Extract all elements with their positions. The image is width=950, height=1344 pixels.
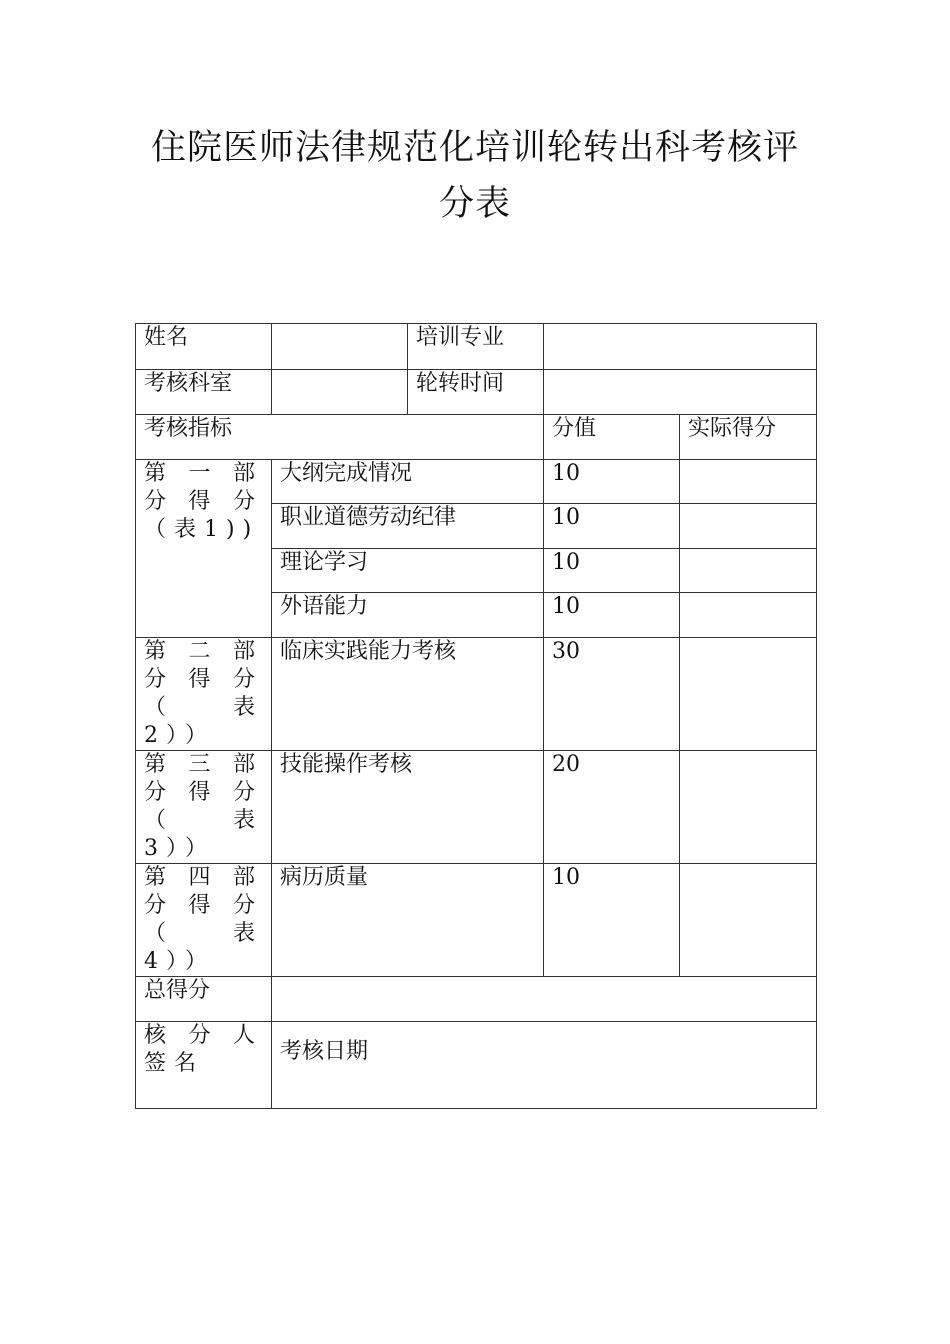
rotation-time-label: 轮转时间: [408, 370, 544, 415]
table-header-row: [136, 415, 817, 460]
actual-score-header: 实际得分: [680, 415, 817, 460]
table-row: [136, 638, 817, 751]
page-title: [100, 120, 850, 232]
item-actual-score[interactable]: [680, 751, 817, 864]
item-name: 理论学习: [272, 549, 544, 593]
dept-field[interactable]: [272, 370, 408, 415]
table-row: [136, 370, 817, 415]
total-label: 总得分: [136, 977, 272, 1022]
table-row: [136, 460, 817, 504]
item-actual-score[interactable]: [680, 638, 817, 751]
item-actual-score[interactable]: [680, 593, 817, 638]
dept-label: 考核科室: [136, 370, 272, 415]
specialty-label: 培训专业: [408, 324, 544, 370]
signer-field[interactable]: [272, 1022, 817, 1109]
indicator-header: 考核指标: [136, 415, 544, 460]
title-line-1: 住院医师法律规范化培训轮转出科考核评: [150, 128, 799, 168]
section-2-label: 第二部分得分（表2））: [136, 638, 272, 751]
table-row: [136, 1022, 817, 1109]
item-name: 职业道德劳动纪律: [272, 504, 544, 549]
section-4-label: 第四部分得分（表4））: [136, 864, 272, 977]
item-actual-score[interactable]: [680, 504, 817, 549]
table-row: [136, 751, 817, 864]
section-3-label: 第三部分得分（表3））: [136, 751, 272, 864]
item-score: 10: [544, 864, 680, 977]
name-label: 姓名: [136, 324, 272, 370]
item-actual-score[interactable]: [680, 460, 817, 504]
item-name: 技能操作考核: [272, 751, 544, 864]
item-name: 外语能力: [272, 593, 544, 638]
table-row: [136, 324, 817, 370]
table-row: [136, 864, 817, 977]
item-score: 10: [544, 504, 680, 549]
item-score: 10: [544, 549, 680, 593]
signer-label: 核分人签名: [136, 1022, 272, 1109]
item-score: 30: [544, 638, 680, 751]
table-row: [136, 977, 817, 1022]
title-line-2: 分表: [438, 184, 511, 224]
item-name: 大纲完成情况: [272, 460, 544, 504]
item-name: 临床实践能力考核: [272, 638, 544, 751]
score-value-header: 分值: [544, 415, 680, 460]
item-actual-score[interactable]: [680, 864, 817, 977]
exam-date-label: 考核日期: [280, 1039, 369, 1064]
item-score: 10: [544, 460, 680, 504]
total-field[interactable]: [272, 977, 817, 1022]
name-field[interactable]: [272, 324, 408, 370]
item-name: 病历质量: [272, 864, 544, 977]
assessment-table: [135, 323, 817, 1109]
item-actual-score[interactable]: [680, 549, 817, 593]
rotation-time-field[interactable]: [544, 370, 817, 415]
item-score: 20: [544, 751, 680, 864]
specialty-field[interactable]: [544, 324, 817, 370]
section-1-label: 第一部分得分（表1)): [136, 460, 272, 638]
item-score: 10: [544, 593, 680, 638]
